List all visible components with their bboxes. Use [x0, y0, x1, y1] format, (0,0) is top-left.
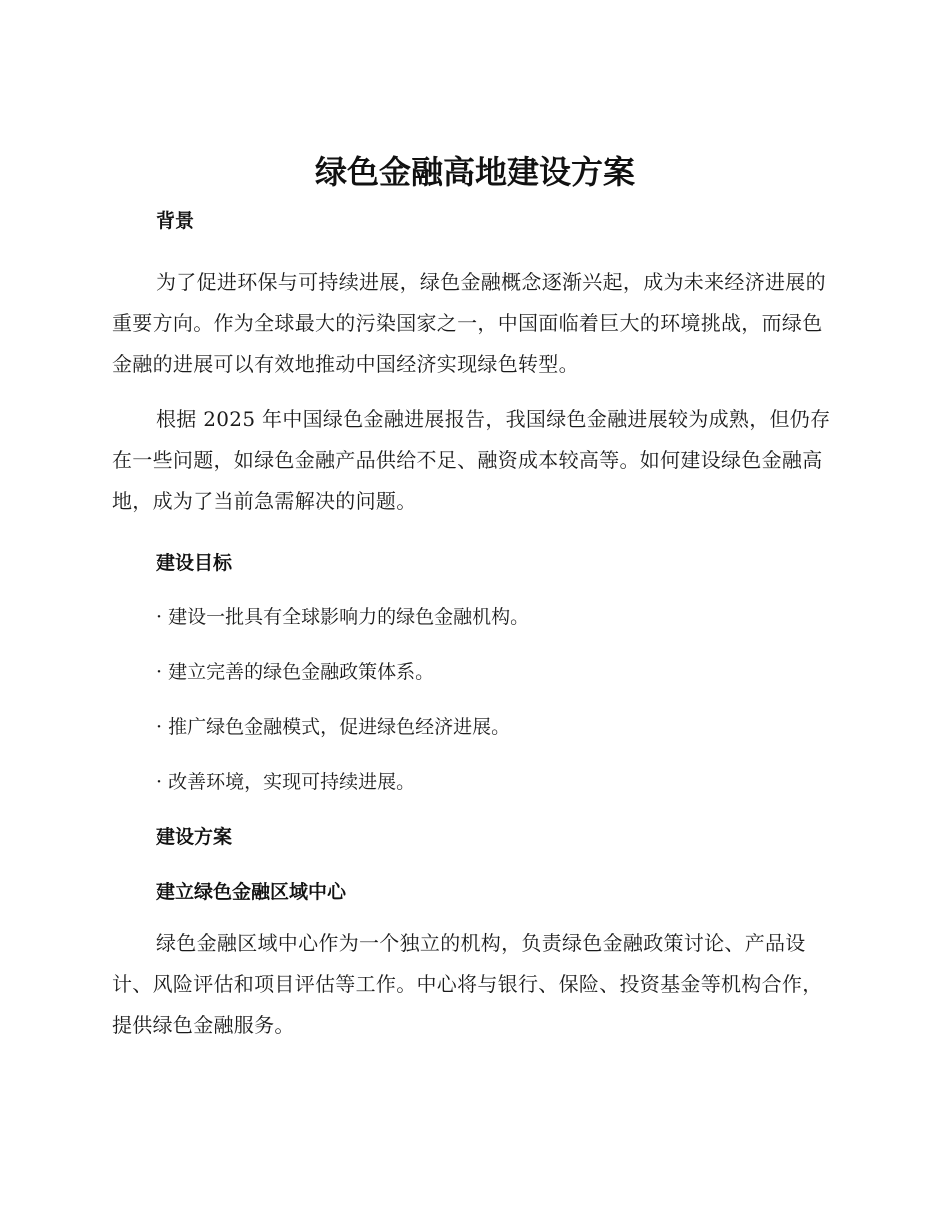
goals-list: [112, 604, 832, 795]
section-heading-goals: 建设目标: [156, 552, 233, 574]
list-item: · 建立完善的绿色金融政策体系。: [156, 661, 435, 683]
list-item: · 改善环境，实现可持续进展。: [156, 771, 416, 793]
paragraph-center: 绿色金融区域中心作为一个独立的机构，负责绿色金融政策讨论、产品设计、风险评估和项目评估等工作。中心将与银行、保险、投资基金等机构合作，提供绿色金融服务。: [112, 931, 823, 1037]
list-item: · 建设一批具有全球影响力的绿色金融机构。: [156, 606, 530, 628]
section-heading-plan: 建设方案: [156, 826, 233, 848]
paragraph-intro: 为了促进环保与可持续进展，绿色金融概念逐渐兴起，成为未来经济进展的重要方向。作为全球最大的污染国家之一，中国面临着巨大的环境挑战，而绿色金融的进展可以有效地推动中国经济实现绿色转型。: [112, 270, 826, 376]
list-item: · 推广绿色金融模式，促进绿色经济进展。: [156, 716, 511, 738]
subsection-heading-center: 建立绿色金融区域中心: [156, 881, 347, 903]
section-heading-background: 背景: [156, 210, 195, 232]
document-body: [112, 200, 832, 1046]
paragraph-report: 根据 2025 年中国绿色金融进展报告，我国绿色金融进展较为成熟，但仍存在一些问题，如绿色金融产品供给不足、融资成本较高等。如何建设绿色金融高地，成为了当前急需解决的问题。: [112, 407, 831, 513]
document-title: 绿色金融高地建设方案: [314, 153, 635, 191]
